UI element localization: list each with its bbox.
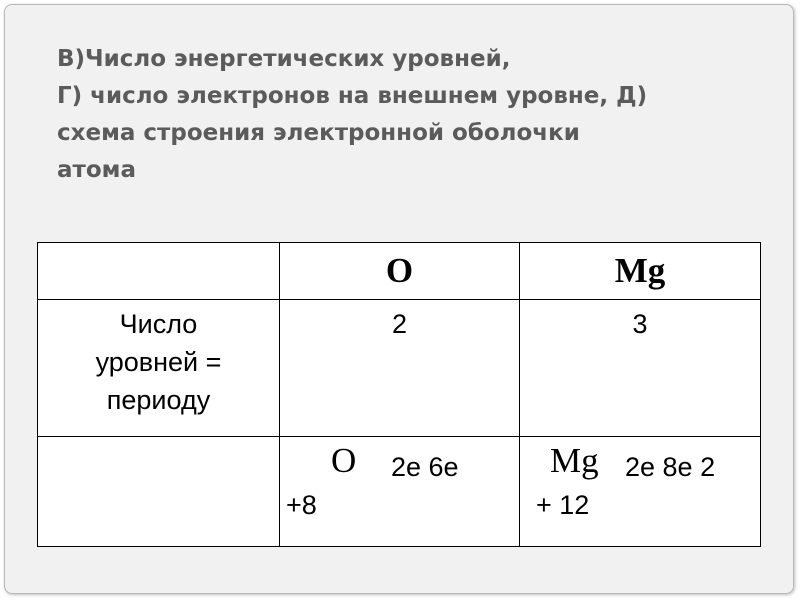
header-cell-empty [38,243,280,300]
element-comparison-table [37,242,761,547]
slide-heading [57,41,777,189]
magnesium-shells: 2е 8е 2 [625,452,716,482]
levels-value-oxygen: 2 [280,300,520,437]
magnesium-shell-scheme [520,437,761,547]
row-label-levels [38,300,280,437]
oxygen-shells: 2е 6е [391,452,459,482]
magnesium-symbol: Mg [550,441,599,480]
header-cell-magnesium: Mg [520,243,761,300]
table-row-scheme [38,437,761,547]
magnesium-nuclear-charge: + 12 [536,490,590,520]
oxygen-symbol: О [331,441,357,480]
table-row-levels [38,300,761,437]
levels-value-magnesium: 3 [520,300,761,437]
heading-line: Г) число электронов на внешнем уровне, Д) [57,83,648,109]
heading-line: схема строения электронной оболочки [57,120,580,146]
oxygen-nuclear-charge: +8 [286,490,317,520]
heading-line: атома [57,157,136,183]
heading-line: В)Число энергетических уровней, [57,46,511,72]
row-label-scheme [38,437,280,547]
row-label-line: Число [119,309,198,339]
row-label-line: уровней = [95,347,222,377]
oxygen-shell-scheme [280,437,520,547]
table-header-row [38,243,761,300]
row-label-line: периоду [106,385,211,415]
header-cell-oxygen: О [280,243,520,300]
